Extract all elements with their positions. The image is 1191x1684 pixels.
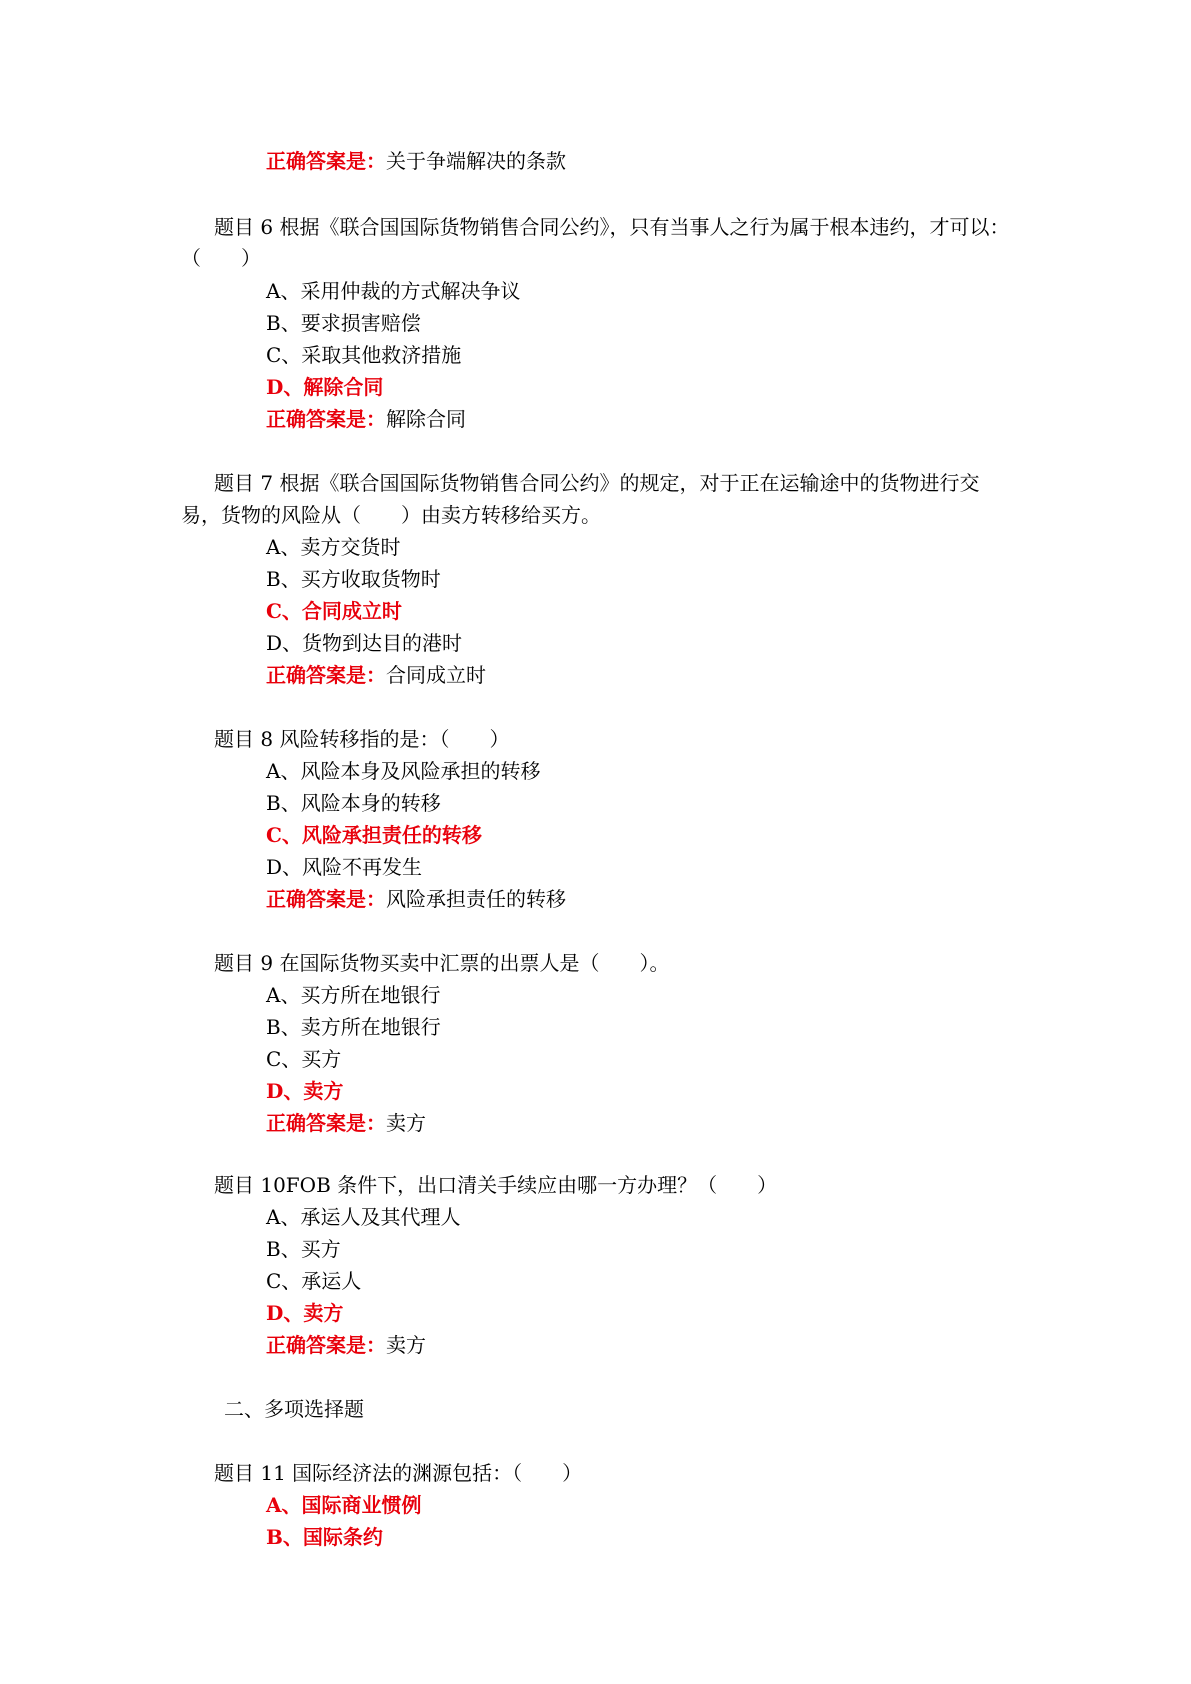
q8-stem: 题目 8 风险转移指的是：（ ） (214, 727, 510, 751)
q9-answer-line (266, 1110, 426, 1136)
q6-stem-cont: （ ） (181, 246, 261, 270)
q7-option-c-correct: C、合同成立时 (266, 599, 402, 623)
q11-option-b-correct: B、国际条约 (266, 1525, 383, 1549)
answer-label: 正确答案是： (266, 149, 386, 173)
q7-option-b: B、买方收取货物时 (266, 567, 441, 591)
q6-stem: 题目 6 根据《联合国国际货物销售合同公约》，只有当事人之行为属于根本违约，才可以： (214, 215, 1010, 239)
answer-label: 正确答案是： (266, 663, 386, 687)
answer-text: 卖方 (386, 1333, 426, 1357)
q9-stem: 题目 9 在国际货物买卖中汇票的出票人是（ ）。 (214, 951, 670, 975)
q6-option-a: A、采用仲裁的方式解决争议 (266, 279, 521, 303)
q7-stem-cont: 易，货物的风险从（ ）由卖方转移给买方。 (181, 503, 601, 527)
section-heading: 二、多项选择题 (224, 1397, 364, 1421)
answer-label: 正确答案是： (266, 1111, 386, 1135)
q6-answer-line (266, 406, 466, 432)
q10-stem: 题目 10FOB 条件下，出口清关手续应由哪一方办理？（ ） (214, 1173, 778, 1197)
q11-stem: 题目 11 国际经济法的渊源包括：（ ） (214, 1461, 583, 1485)
q7-stem: 题目 7 根据《联合国国际货物销售合同公约》的规定，对于正在运输途中的货物进行交 (214, 471, 980, 495)
answer-text: 卖方 (386, 1111, 426, 1135)
q8-option-c-correct: C、风险承担责任的转移 (266, 823, 482, 847)
q8-option-d: D、风险不再发生 (266, 855, 423, 879)
q6-option-d-correct: D、解除合同 (266, 375, 384, 399)
q8-answer-line (266, 886, 566, 912)
q10-option-a: A、承运人及其代理人 (266, 1205, 461, 1229)
q10-answer-line (266, 1332, 426, 1358)
q7-answer-line (266, 662, 486, 688)
q7-option-d: D、货物到达目的港时 (266, 631, 463, 655)
answer-label: 正确答案是： (266, 407, 386, 431)
answer-text: 合同成立时 (386, 663, 486, 687)
top-answer-line (266, 148, 566, 174)
q7-option-a: A、卖方交货时 (266, 535, 401, 559)
answer-label: 正确答案是： (266, 1333, 386, 1357)
q8-option-b: B、风险本身的转移 (266, 791, 441, 815)
q9-option-a: A、买方所在地银行 (266, 983, 441, 1007)
answer-text: 风险承担责任的转移 (386, 887, 566, 911)
q9-option-b: B、卖方所在地银行 (266, 1015, 441, 1039)
q10-option-d-correct: D、卖方 (266, 1301, 344, 1325)
q8-option-a: A、风险本身及风险承担的转移 (266, 759, 541, 783)
q9-option-c: C、买方 (266, 1047, 342, 1071)
q10-option-b: B、买方 (266, 1237, 341, 1261)
q6-option-c: C、采取其他救济措施 (266, 343, 462, 367)
answer-text: 关于争端解决的条款 (386, 149, 566, 173)
q11-option-a-correct: A、国际商业惯例 (266, 1493, 422, 1517)
q10-option-c: C、承运人 (266, 1269, 362, 1293)
q6-option-b: B、要求损害赔偿 (266, 311, 421, 335)
answer-text: 解除合同 (386, 407, 466, 431)
q9-option-d-correct: D、卖方 (266, 1079, 344, 1103)
answer-label: 正确答案是： (266, 887, 386, 911)
